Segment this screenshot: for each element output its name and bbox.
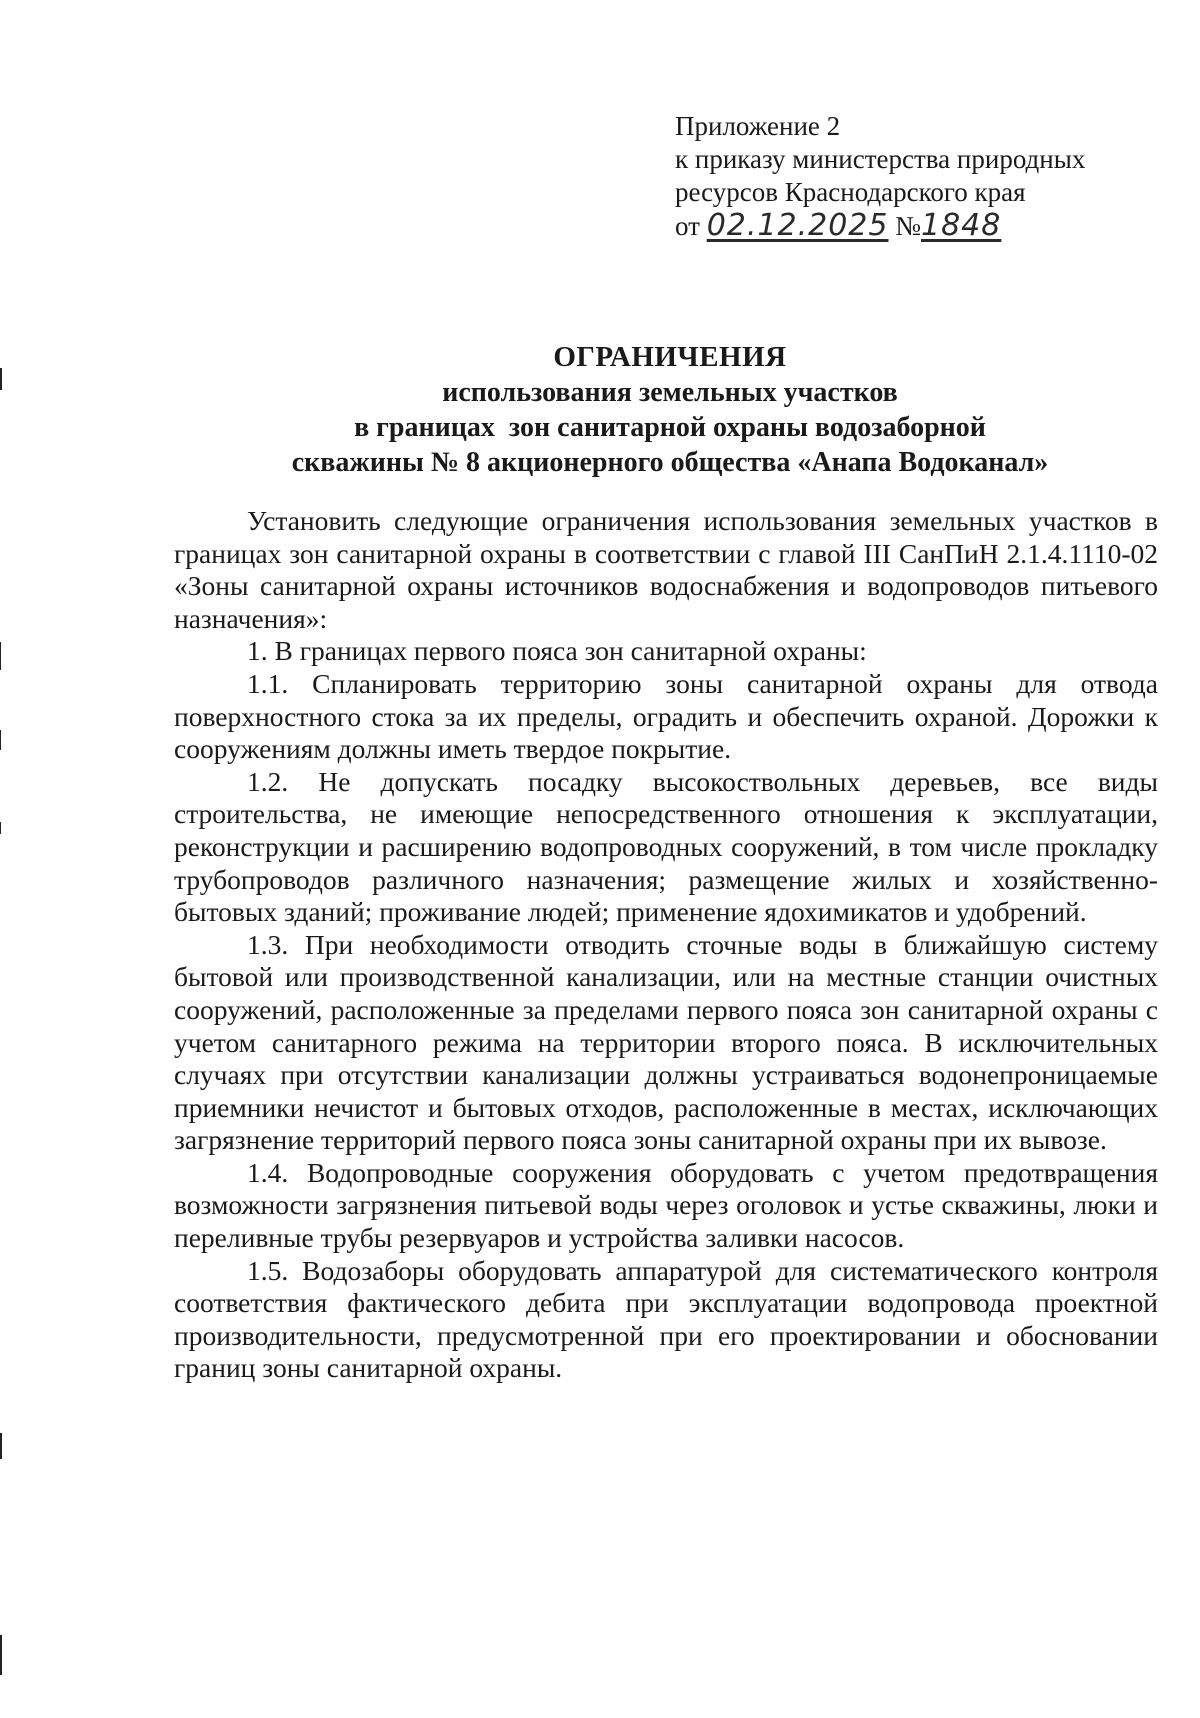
from-prefix: от	[675, 211, 700, 241]
appendix-block	[675, 110, 1085, 243]
intro-paragraph: Установить следующие ограничения использования земельных участков в границах зон санитарной охраны в соответствии с главой III СанПиН 2.1.4.1110-02 «Зоны санитарной охраны источников водоснабжения и водопроводов питьевого назначения»:	[174, 505, 1158, 634]
appendix-line-1: Приложение 2	[675, 111, 841, 141]
scan-margin-mark	[0, 1433, 2, 1459]
paragraph-1-5: 1.5. Водозаборы оборудовать аппаратурой для систематического контроля соответствия фактического дебита при эксплуатации водопровода проектной производительности, предусмотренной при его проектировании и обосновании границ зоны санитарной охраны.	[174, 1254, 1158, 1384]
number-prefix: №	[895, 211, 921, 241]
document-body	[174, 505, 1158, 1385]
paragraph-1-4: 1.4. Водопроводные сооружения оборудовать с учетом предотвращения возможности загрязнения питьевой воды через оголовок и устье скважины, люки и переливные трубы резервуаров и устройства заливки насосов.	[174, 1156, 1158, 1254]
scan-margin-mark	[0, 730, 1, 750]
paragraph-1: 1. В границах первого пояса зон санитарной охраны:	[247, 635, 867, 667]
paragraph-1-3: 1.3. При необходимости отводить сточные воды в ближайшую систему бытовой или производственной канализации, или на местные станции очистных сооружений, расположенные за пределами первого пояса зон санитарной охраны с учетом санитарного режима на территории второго пояса. В исключительных случаях при отсутствии канализации должны устраиваться водонепроницаемые приемники нечистот и бытовых отходов, расположенные в местах, исключающих загрязнение территорий первого пояса зоны санитарной охраны при их вывозе.	[174, 928, 1158, 1156]
scan-margin-mark	[0, 1635, 2, 1675]
appendix-date-line	[675, 209, 1085, 243]
title-line-2: использования земельных участков	[442, 377, 898, 408]
appendix-line-3: ресурсов Краснодарского края	[675, 177, 1026, 207]
paragraph-1-2: 1.2. Не допускать посадку высокоствольных деревьев, все виды строительства, не имеющие непосредственного отношения к эксплуатации, реконструкции и расширению водопроводных сооружений, в том числе прокладку трубопроводов различного назначения; размещение жилых и хозяйственно-бытовых зданий; проживание людей; применение ядохимикатов и удобрений.	[174, 765, 1158, 928]
title-line-4: скважины № 8 акционерного общества «Анапа Водоканал»	[291, 447, 1049, 478]
handwritten-date: 02.12.2025	[706, 208, 889, 243]
appendix-line-2: к приказу министерства природных	[675, 144, 1086, 174]
title-line-1: ОГРАНИЧЕНИЯ	[553, 341, 787, 373]
title-line-3: в границах зон санитарной охраны водозаборной	[354, 412, 986, 443]
scan-margin-mark	[0, 642, 1, 670]
scan-margin-mark	[0, 822, 1, 834]
paragraph-1-1: 1.1. Спланировать территорию зоны санитарной охраны для отвода поверхностного стока за их пределы, оградить и обеспечить охраной. Дорожки к сооружениям должны иметь твердое покрытие.	[174, 667, 1158, 765]
document-title	[0, 340, 1200, 480]
handwritten-number: 1848	[921, 208, 1002, 243]
